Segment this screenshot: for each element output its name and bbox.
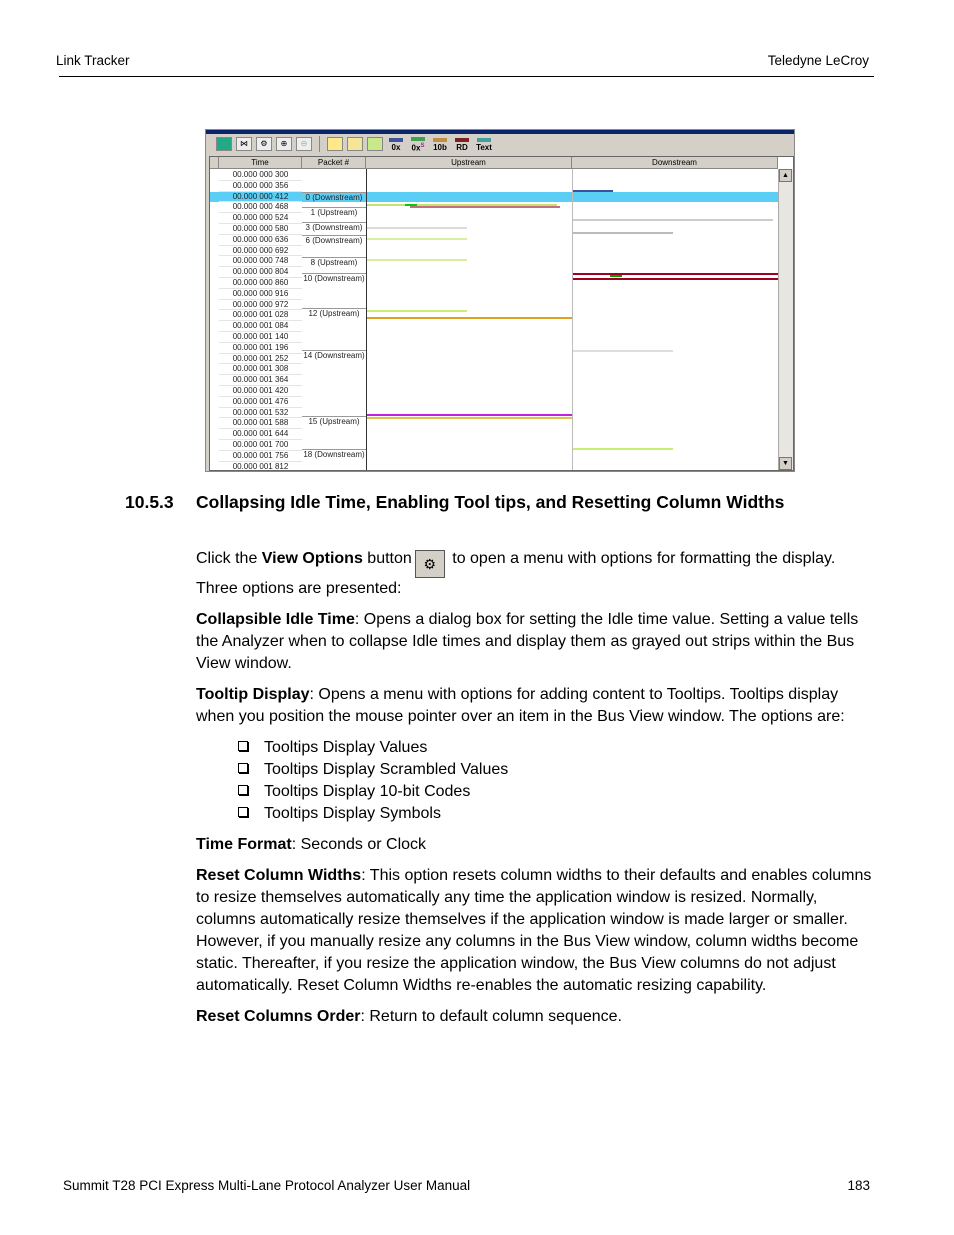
trace-line [573,278,778,280]
packet-cell[interactable]: 12 (Upstream) [302,308,366,319]
rd-button[interactable]: RD [453,137,471,152]
bullet-text: Tooltips Display Values [264,739,428,756]
time-cell: 00.000 000 580 [219,224,302,235]
trace-line [367,310,467,312]
packet-cell[interactable]: 15 (Upstream) [302,416,366,427]
time-cell: 00.000 001 532 [219,408,302,419]
time-cell: 00.000 001 756 [219,451,302,462]
intro-text: to open a menu with options for formatting the display. Three options are presented: [196,550,836,597]
vertical-scrollbar[interactable] [778,169,793,470]
section-heading [125,492,784,513]
column-divider [366,169,367,470]
time-cell: 00.000 000 524 [219,213,302,224]
checkbox-bullet-icon [238,741,248,751]
section-title: Collapsing Idle Time, Enabling Tool tips, and Resetting Column Widths [196,492,785,512]
trace-line [573,190,613,192]
packet-cell[interactable]: 18 (Downstream) [303,450,365,459]
10b-button[interactable]: 10b [431,137,449,152]
time-cell: 00.000 000 916 [219,289,302,300]
checkbox-bullet-icon [238,785,248,795]
item-text: : Seconds or Clock [291,836,427,853]
time-cell: 00.000 000 636 [219,235,302,246]
time-cell: 00.000 001 196 [219,343,302,354]
time-cell: 00.000 001 084 [219,321,302,332]
time-cell: 00.000 001 140 [219,332,302,343]
packet-cell[interactable]: 6 (Downstream) [302,235,366,246]
time-cell: 00.000 001 364 [219,375,302,386]
time-cell: 00.000 001 252 [219,354,302,365]
item-term: Reset Columns Order [196,1008,361,1025]
hex-button[interactable]: 0x [387,137,405,152]
time-cell: 00.000 001 308 [219,364,302,375]
header-company: Teledyne LeCroy [767,53,869,68]
packet-cell[interactable]: 14 (Downstream) [303,351,365,360]
item-term: Tooltip Display [196,686,310,703]
trace-line [367,259,467,261]
column-header-upstream[interactable]: Upstream [366,157,572,169]
time-cell: 00.000 000 804 [219,267,302,278]
time-cell: 00.000 000 748 [219,256,302,267]
trace-line [573,232,673,234]
toolbar-separator [319,136,320,152]
item-paragraph [196,865,876,997]
time-cell: 00.000 000 356 [219,181,302,192]
time-cell: 00.000 001 028 [219,310,302,321]
bus-view-screenshot [205,129,795,472]
link-icon[interactable]: ⋈ [236,137,252,151]
time-cell: 00.000 000 412 [219,192,302,203]
trace-line [367,238,467,240]
item-term: Collapsible Idle Time [196,611,355,628]
item-term: Time Format [196,836,292,853]
bullet-item [238,737,876,759]
footer-manual-title: Summit T28 PCI Express Multi-Lane Protocol Analyzer User Manual [63,1178,471,1193]
bullet-item [238,803,876,825]
time-cell: 00.000 000 468 [219,202,302,213]
bullet-text: Tooltips Display 10-bit Codes [264,783,471,800]
time-cell: 00.000 001 420 [219,386,302,397]
gutter-header [210,157,219,169]
bullet-text: Tooltips Display Symbols [264,805,441,822]
scroll-up-icon[interactable]: ▲ [779,169,792,182]
item-text: : This option resets column widths to their defaults and enables columns to resize themselves automatically any time the application window is resized. Normally, columns automatically resize themselves if the application window is made larger or smaller. However, if you manually resize any columns in the Bus View window, column widths become static. Thereafter, if you resize the application window, the Bus View columns do not adjust automatically. Reset Column Widths re-enables the automatic resizing capability. [196,867,872,994]
text-button[interactable]: Text [475,137,493,152]
trace-line [573,448,673,450]
item-text: : Opens a dialog box for setting the Idle time value. Setting a value tells the Analyzer when to collapse Idle times and display them as grayed out strips within the Bus View window. [196,611,859,672]
packet-cell[interactable]: 1 (Upstream) [302,207,366,218]
intro-paragraph [196,548,876,600]
bus-view-grid [209,156,794,471]
scrambled-hex-button[interactable] [409,136,427,153]
trace-line [573,350,673,352]
intro-text: Click the [196,550,262,567]
layout-1-icon[interactable] [327,137,343,151]
section-body [196,548,876,1037]
time-cell: 00.000 001 588 [219,418,302,429]
trace-line [367,417,572,419]
column-divider [572,169,573,470]
checkbox-bullet-icon [238,763,248,773]
time-cell: 00.000 000 692 [219,246,302,257]
item-text: : Return to default column sequence. [360,1008,622,1025]
trace-line [610,275,622,277]
time-cell: 00.000 000 300 [219,170,302,181]
header-rule [59,76,874,77]
view-options-icon: ⚙ [415,550,445,578]
trace-line [367,227,467,229]
packet-cell[interactable]: 8 (Upstream) [302,257,366,268]
scrambled-label: 0x [411,143,421,153]
layout-3-icon[interactable] [367,137,383,151]
zoom-in-icon[interactable]: ⊕ [276,137,292,151]
bullet-text: Tooltips Display Scrambled Values [264,761,509,778]
trace-line [367,414,572,416]
trace-line [367,317,572,319]
view-options-icon[interactable]: ⚙ [256,137,272,151]
toolbar [206,134,794,154]
time-cell: 00.000 001 476 [219,397,302,408]
trace-line [573,219,773,221]
trace-line [410,206,560,208]
item-term: Reset Column Widths [196,867,362,884]
item-paragraph [196,834,876,856]
column-header-downstream[interactable]: Downstream [572,157,778,169]
intro-bold: View Options [261,550,363,567]
section-number: 10.5.3 [125,492,174,512]
scrambled-sup: S [420,142,425,149]
packet-cell[interactable]: 3 (Downstream) [302,222,366,233]
item-paragraph [196,684,876,728]
time-cell: 00.000 001 812 [219,462,302,472]
page-number: 183 [847,1178,870,1193]
time-cell: 00.000 001 700 [219,440,302,451]
column-header-packet[interactable]: Packet # [302,157,366,169]
checkbox-bullet-icon [238,807,248,817]
packet-cell[interactable]: 10 (Downstream) [303,274,365,283]
bullet-item [238,759,876,781]
item-paragraph [196,1006,876,1028]
tooltip-options-list [196,737,876,825]
bullet-item [238,781,876,803]
grid-icon[interactable] [216,137,232,151]
item-text: : Opens a menu with options for adding content to Tooltips. Tooltips display when you position the mouse pointer over an item in the Bus View window. The options are: [196,686,845,725]
time-cell: 00.000 000 972 [219,300,302,311]
item-paragraph [196,609,876,675]
column-header-time[interactable]: Time [219,157,302,169]
packet-cell[interactable]: 0 (Downstream) [302,192,366,203]
scroll-down-icon[interactable]: ▼ [779,457,792,470]
zoom-out-icon[interactable]: ⊖ [296,137,312,151]
trace-line [573,273,778,275]
time-cell: 00.000 001 644 [219,429,302,440]
time-cell: 00.000 000 860 [219,278,302,289]
intro-text: button [362,550,412,567]
layout-2-icon[interactable] [347,137,363,151]
header-section-title: Link Tracker [56,53,130,68]
